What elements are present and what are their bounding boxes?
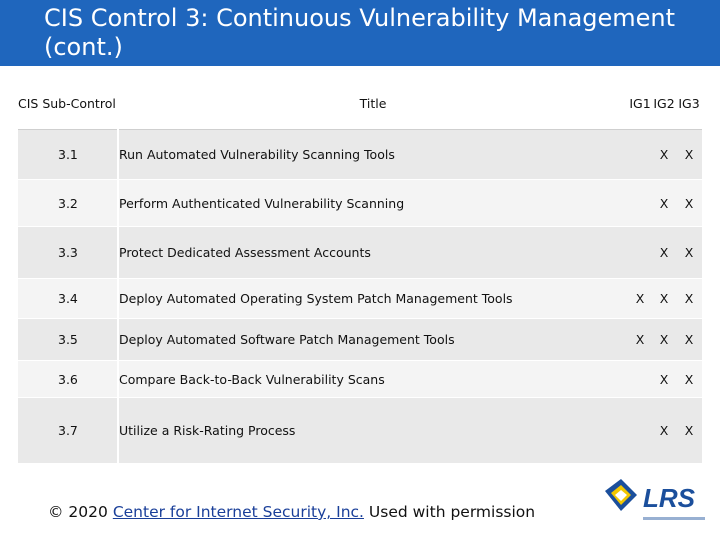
row-sub-control-id: 3.6 <box>18 361 118 398</box>
row-sub-control-id: 3.1 <box>18 130 118 180</box>
row-ig3: X <box>676 319 702 361</box>
row-ig2: X <box>652 361 676 398</box>
copyright-text: © 2020 <box>48 503 108 521</box>
row-ig2: X <box>652 130 676 180</box>
table-row <box>18 398 702 463</box>
table-row <box>18 130 702 180</box>
header-sub-control: CIS Sub-Control <box>18 77 118 130</box>
row-ig3: X <box>676 227 702 279</box>
table-row <box>18 279 702 319</box>
table-row <box>18 319 702 361</box>
slide-title: CIS Control 3: Continuous Vulnerability Management (cont.) <box>44 4 676 61</box>
row-title: Compare Back-to-Back Vulnerability Scans <box>118 361 628 398</box>
table-row <box>18 180 702 227</box>
header-title: Title <box>118 77 628 130</box>
row-ig2: X <box>652 279 676 319</box>
row-title: Run Automated Vulnerability Scanning Tools <box>118 130 628 180</box>
row-ig1 <box>628 180 652 227</box>
logo-tagline-line <box>643 517 705 520</box>
row-ig2: X <box>652 398 676 463</box>
row-ig1 <box>628 227 652 279</box>
table-header-row <box>18 77 702 130</box>
row-sub-control-id: 3.4 <box>18 279 118 319</box>
row-ig3: X <box>676 398 702 463</box>
copyright-footer <box>48 503 535 521</box>
row-title: Deploy Automated Operating System Patch Management Tools <box>118 279 628 319</box>
row-ig1 <box>628 130 652 180</box>
row-ig1 <box>628 361 652 398</box>
lrs-logo-icon <box>603 477 711 525</box>
row-title: Utilize a Risk-Rating Process <box>118 398 628 463</box>
row-sub-control-id: 3.2 <box>18 180 118 227</box>
row-title: Perform Authenticated Vulnerability Scanning <box>118 180 628 227</box>
cis-link[interactable]: Center for Internet Security, Inc. <box>112 503 364 521</box>
row-ig2: X <box>652 227 676 279</box>
row-ig1 <box>628 398 652 463</box>
row-ig3: X <box>676 180 702 227</box>
sub-control-table <box>18 77 702 463</box>
row-sub-control-id: 3.7 <box>18 398 118 463</box>
row-title: Protect Dedicated Assessment Accounts <box>118 227 628 279</box>
row-ig2: X <box>652 180 676 227</box>
header-ig3: IG3 <box>676 77 702 130</box>
table-row <box>18 361 702 398</box>
row-ig2: X <box>652 319 676 361</box>
permission-text: Used with permission <box>368 503 536 521</box>
header-ig2: IG2 <box>652 77 676 130</box>
row-ig1: X <box>628 319 652 361</box>
row-sub-control-id: 3.3 <box>18 227 118 279</box>
row-ig1: X <box>628 279 652 319</box>
table-row <box>18 227 702 279</box>
row-sub-control-id: 3.5 <box>18 319 118 361</box>
logo-wordmark: LRS <box>643 483 695 513</box>
row-ig3: X <box>676 279 702 319</box>
row-title: Deploy Automated Software Patch Management Tools <box>118 319 628 361</box>
row-ig3: X <box>676 130 702 180</box>
header-ig1: IG1 <box>628 77 652 130</box>
title-bar <box>0 0 720 66</box>
row-ig3: X <box>676 361 702 398</box>
